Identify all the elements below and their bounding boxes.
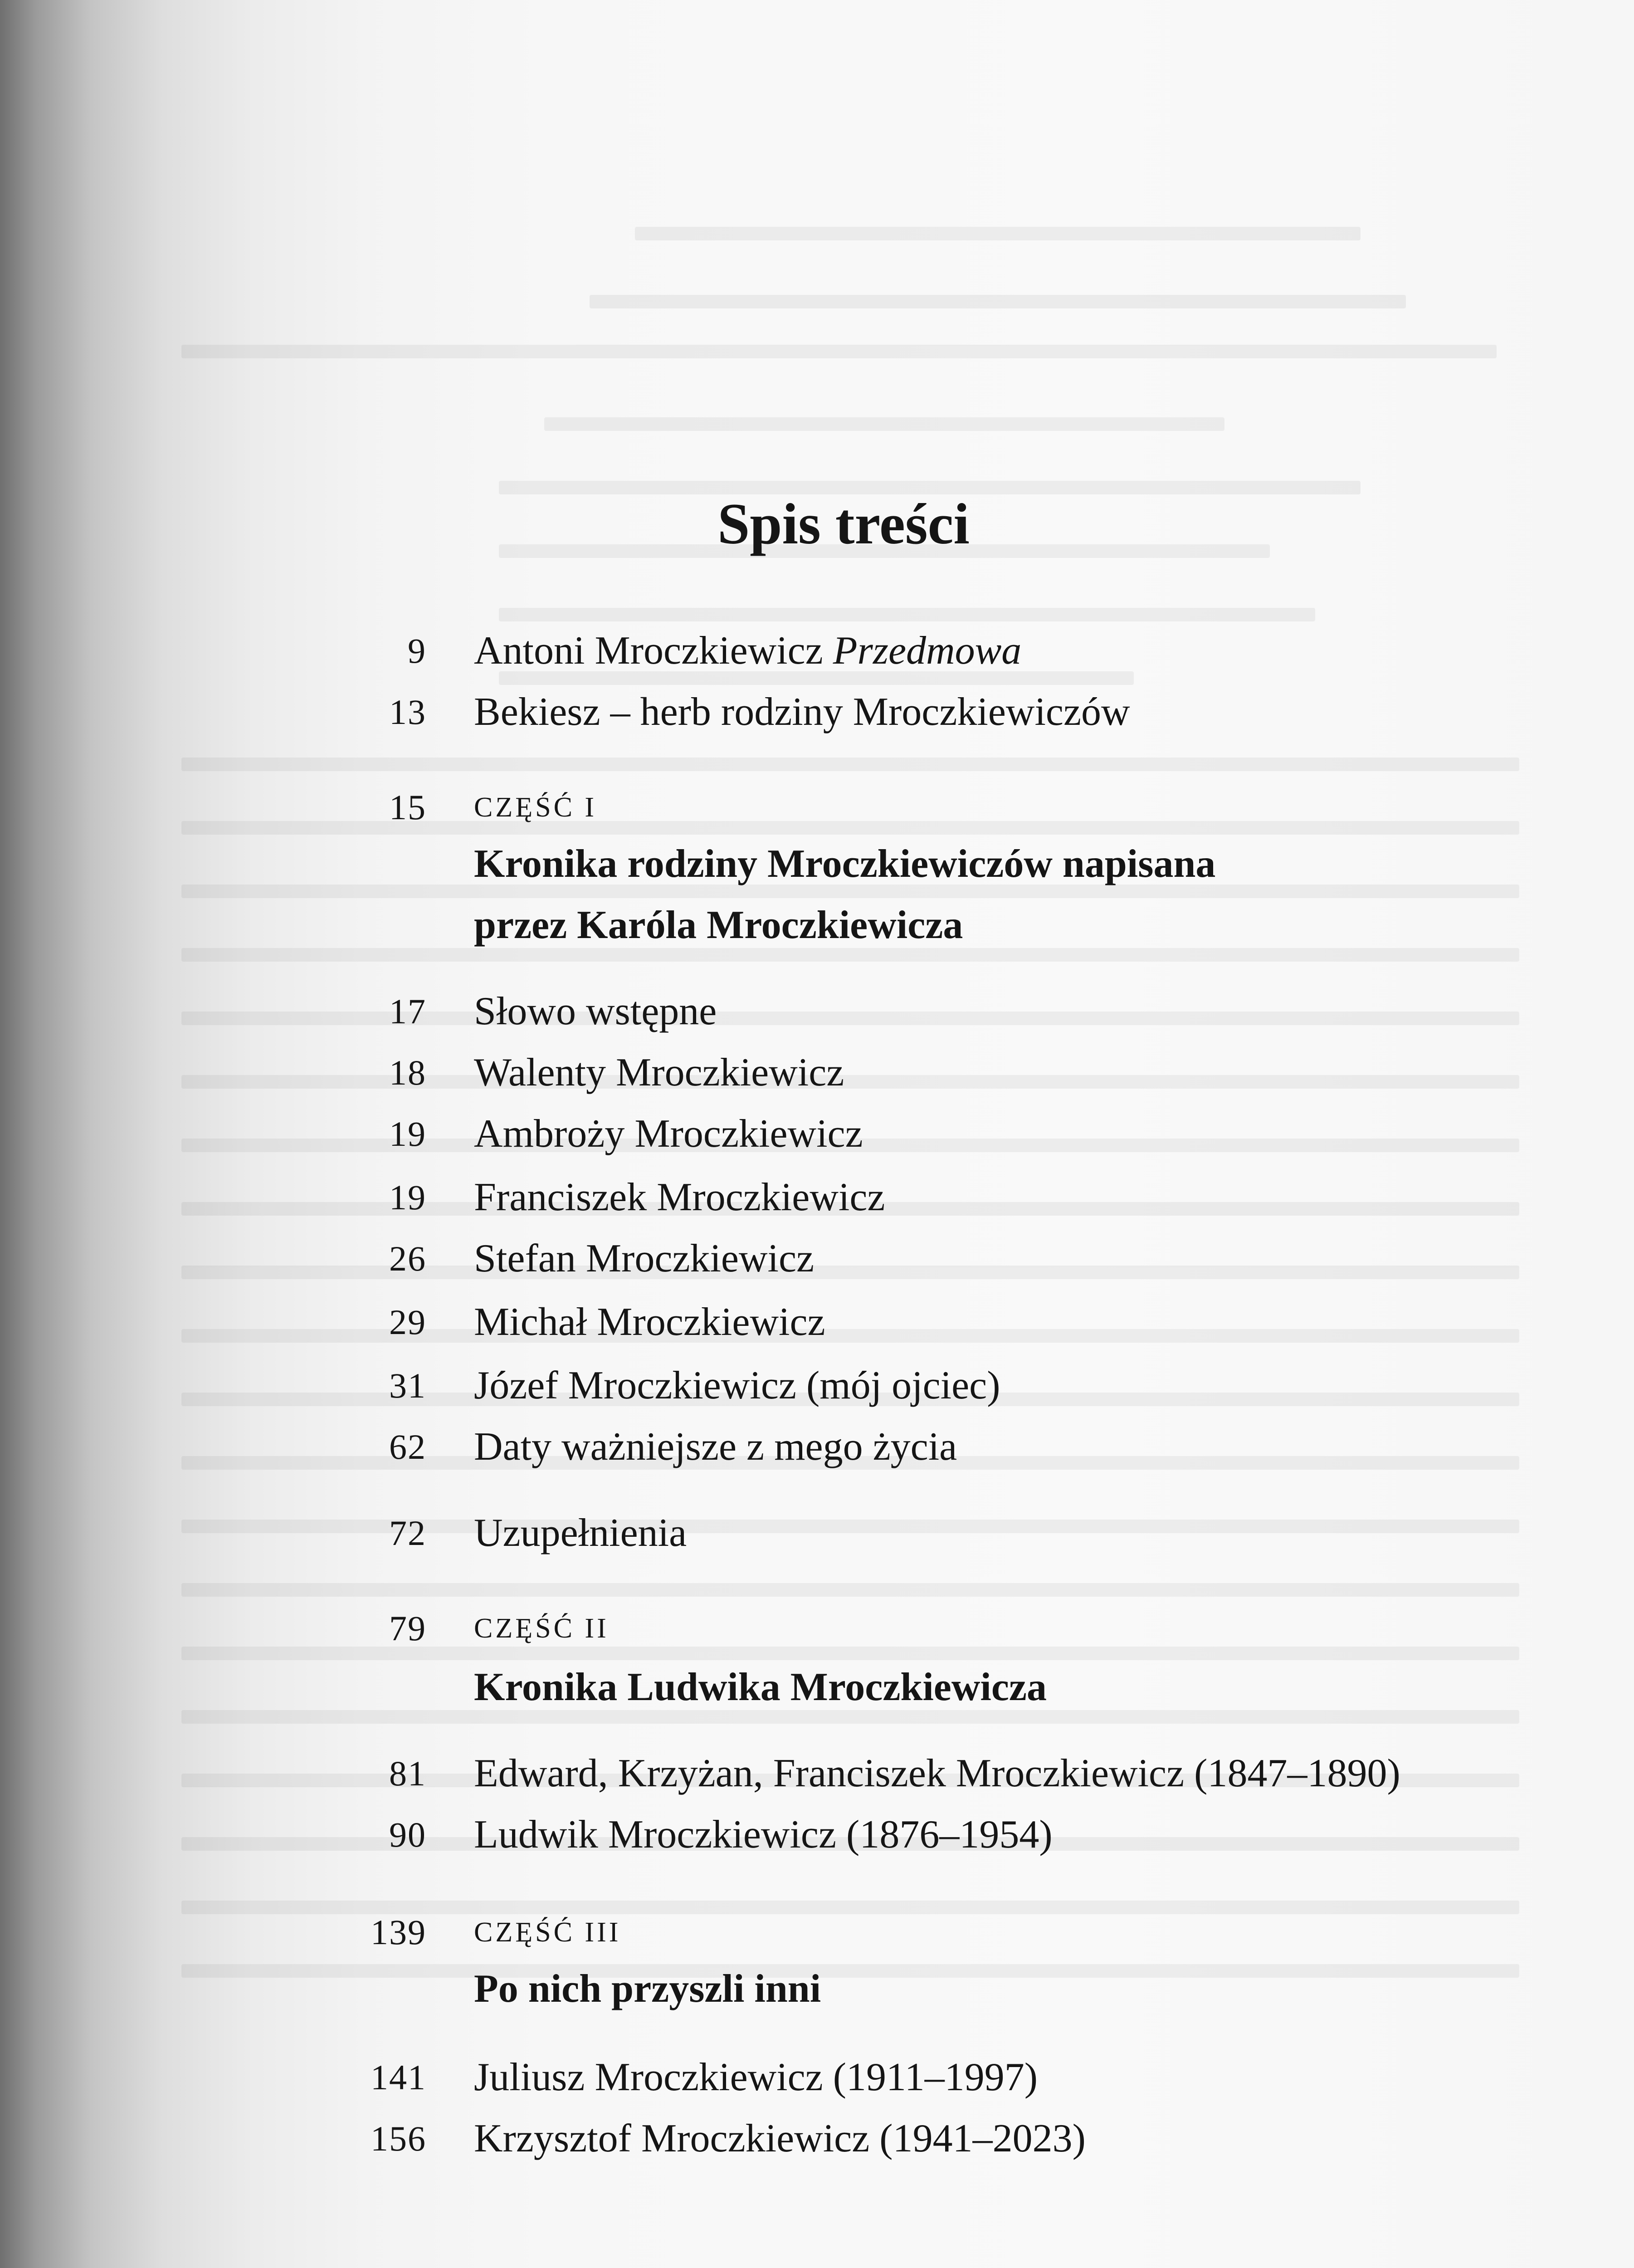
toc-entry[interactable] bbox=[317, 619, 1633, 683]
toc-entry[interactable] bbox=[317, 1803, 1633, 1867]
toc-entry-text: Daty ważniejsze z mego życia bbox=[474, 1425, 957, 1469]
toc-entry-text: Ludwik Mroczkiewicz (1876–1954) bbox=[474, 1813, 1053, 1857]
toc-entry[interactable] bbox=[317, 1290, 1633, 1354]
toc-page-number: 62 bbox=[389, 1427, 426, 1466]
toc-entry[interactable] bbox=[317, 1041, 1633, 1105]
toc-page-number: 31 bbox=[389, 1366, 426, 1405]
toc-page-number: 19 bbox=[389, 1114, 426, 1154]
toc-page-number: 79 bbox=[389, 1608, 426, 1648]
toc-page-number: 15 bbox=[389, 787, 426, 827]
toc-entry-text: Ambroży Mroczkiewicz bbox=[474, 1112, 863, 1156]
toc-page-number: 156 bbox=[371, 2119, 426, 2158]
part-3-title: Po nich przyszli inni bbox=[474, 1967, 821, 2011]
page-title: Spis treści bbox=[717, 492, 970, 556]
toc-entry-text: Józef Mroczkiewicz (mój ojciec) bbox=[474, 1364, 1000, 1408]
toc-page-number: 141 bbox=[371, 2058, 426, 2097]
toc-entry[interactable] bbox=[317, 680, 1633, 744]
toc-page-number: 90 bbox=[389, 1815, 426, 1854]
part-label: CZĘŚĆ I bbox=[474, 792, 597, 823]
toc-entry[interactable] bbox=[317, 980, 1633, 1043]
part-3-header[interactable] bbox=[317, 1901, 1633, 1964]
toc-entry-text: Walenty Mroczkiewicz bbox=[474, 1051, 844, 1095]
toc-entry-text: Michał Mroczkiewicz bbox=[474, 1300, 825, 1344]
toc-page-number: 29 bbox=[389, 1302, 426, 1342]
toc-entry[interactable] bbox=[317, 1354, 1633, 1418]
toc-entry[interactable] bbox=[317, 1166, 1633, 1229]
toc-entry-text: Uzupełnienia bbox=[474, 1511, 687, 1555]
toc-entry[interactable] bbox=[317, 1227, 1633, 1290]
toc-entry[interactable] bbox=[317, 1501, 1633, 1565]
toc-entry-text: Antoni Mroczkiewicz Przedmowa bbox=[474, 629, 1022, 673]
toc-page-number: 139 bbox=[371, 1912, 426, 1952]
part-2-title: Kronika Ludwika Mroczkiewicza bbox=[474, 1665, 1047, 1709]
part-label: CZĘŚĆ III bbox=[474, 1917, 621, 1948]
toc-entry-text: Franciszek Mroczkiewicz bbox=[474, 1175, 885, 1219]
toc-entry[interactable] bbox=[317, 1102, 1633, 1166]
toc-entry-italic: Przedmowa bbox=[833, 629, 1022, 673]
toc-entry[interactable] bbox=[317, 1742, 1633, 1805]
toc-entry[interactable] bbox=[317, 1415, 1633, 1479]
toc-entry-text: Bekiesz – herb rodziny Mroczkiewiczów bbox=[474, 690, 1130, 734]
toc-entry[interactable] bbox=[317, 2107, 1633, 2170]
toc-page-number: 81 bbox=[389, 1754, 426, 1793]
toc-page-number: 18 bbox=[389, 1053, 426, 1092]
toc-page-number: 13 bbox=[389, 692, 426, 732]
toc-page-number: 19 bbox=[389, 1178, 426, 1217]
toc-entry-text: Krzysztof Mroczkiewicz (1941–2023) bbox=[474, 2116, 1086, 2160]
toc-entry-text: Słowo wstępne bbox=[474, 989, 717, 1033]
toc-page-number: 72 bbox=[389, 1513, 426, 1553]
toc-entry-text: Edward, Krzyżan, Franciszek Mroczkiewicz (1847–1890) bbox=[474, 1751, 1400, 1795]
toc-page-number: 9 bbox=[408, 631, 426, 670]
toc-entry-text: Juliusz Mroczkiewicz (1911–1997) bbox=[474, 2055, 1038, 2099]
toc-entry-text: Stefan Mroczkiewicz bbox=[474, 1237, 815, 1281]
part-2-header[interactable] bbox=[317, 1597, 1633, 1660]
toc-page-number: 26 bbox=[389, 1239, 426, 1278]
toc-entry[interactable] bbox=[317, 2046, 1633, 2109]
part-1-title-line-1: Kronika rodziny Mroczkiewiczów napisana bbox=[474, 842, 1216, 886]
part-1-header[interactable] bbox=[317, 776, 1633, 839]
part-label: CZĘŚĆ II bbox=[474, 1613, 609, 1644]
part-1-title-line-2: przez Karóla Mroczkiewicza bbox=[474, 903, 963, 947]
toc-page-number: 17 bbox=[389, 992, 426, 1031]
